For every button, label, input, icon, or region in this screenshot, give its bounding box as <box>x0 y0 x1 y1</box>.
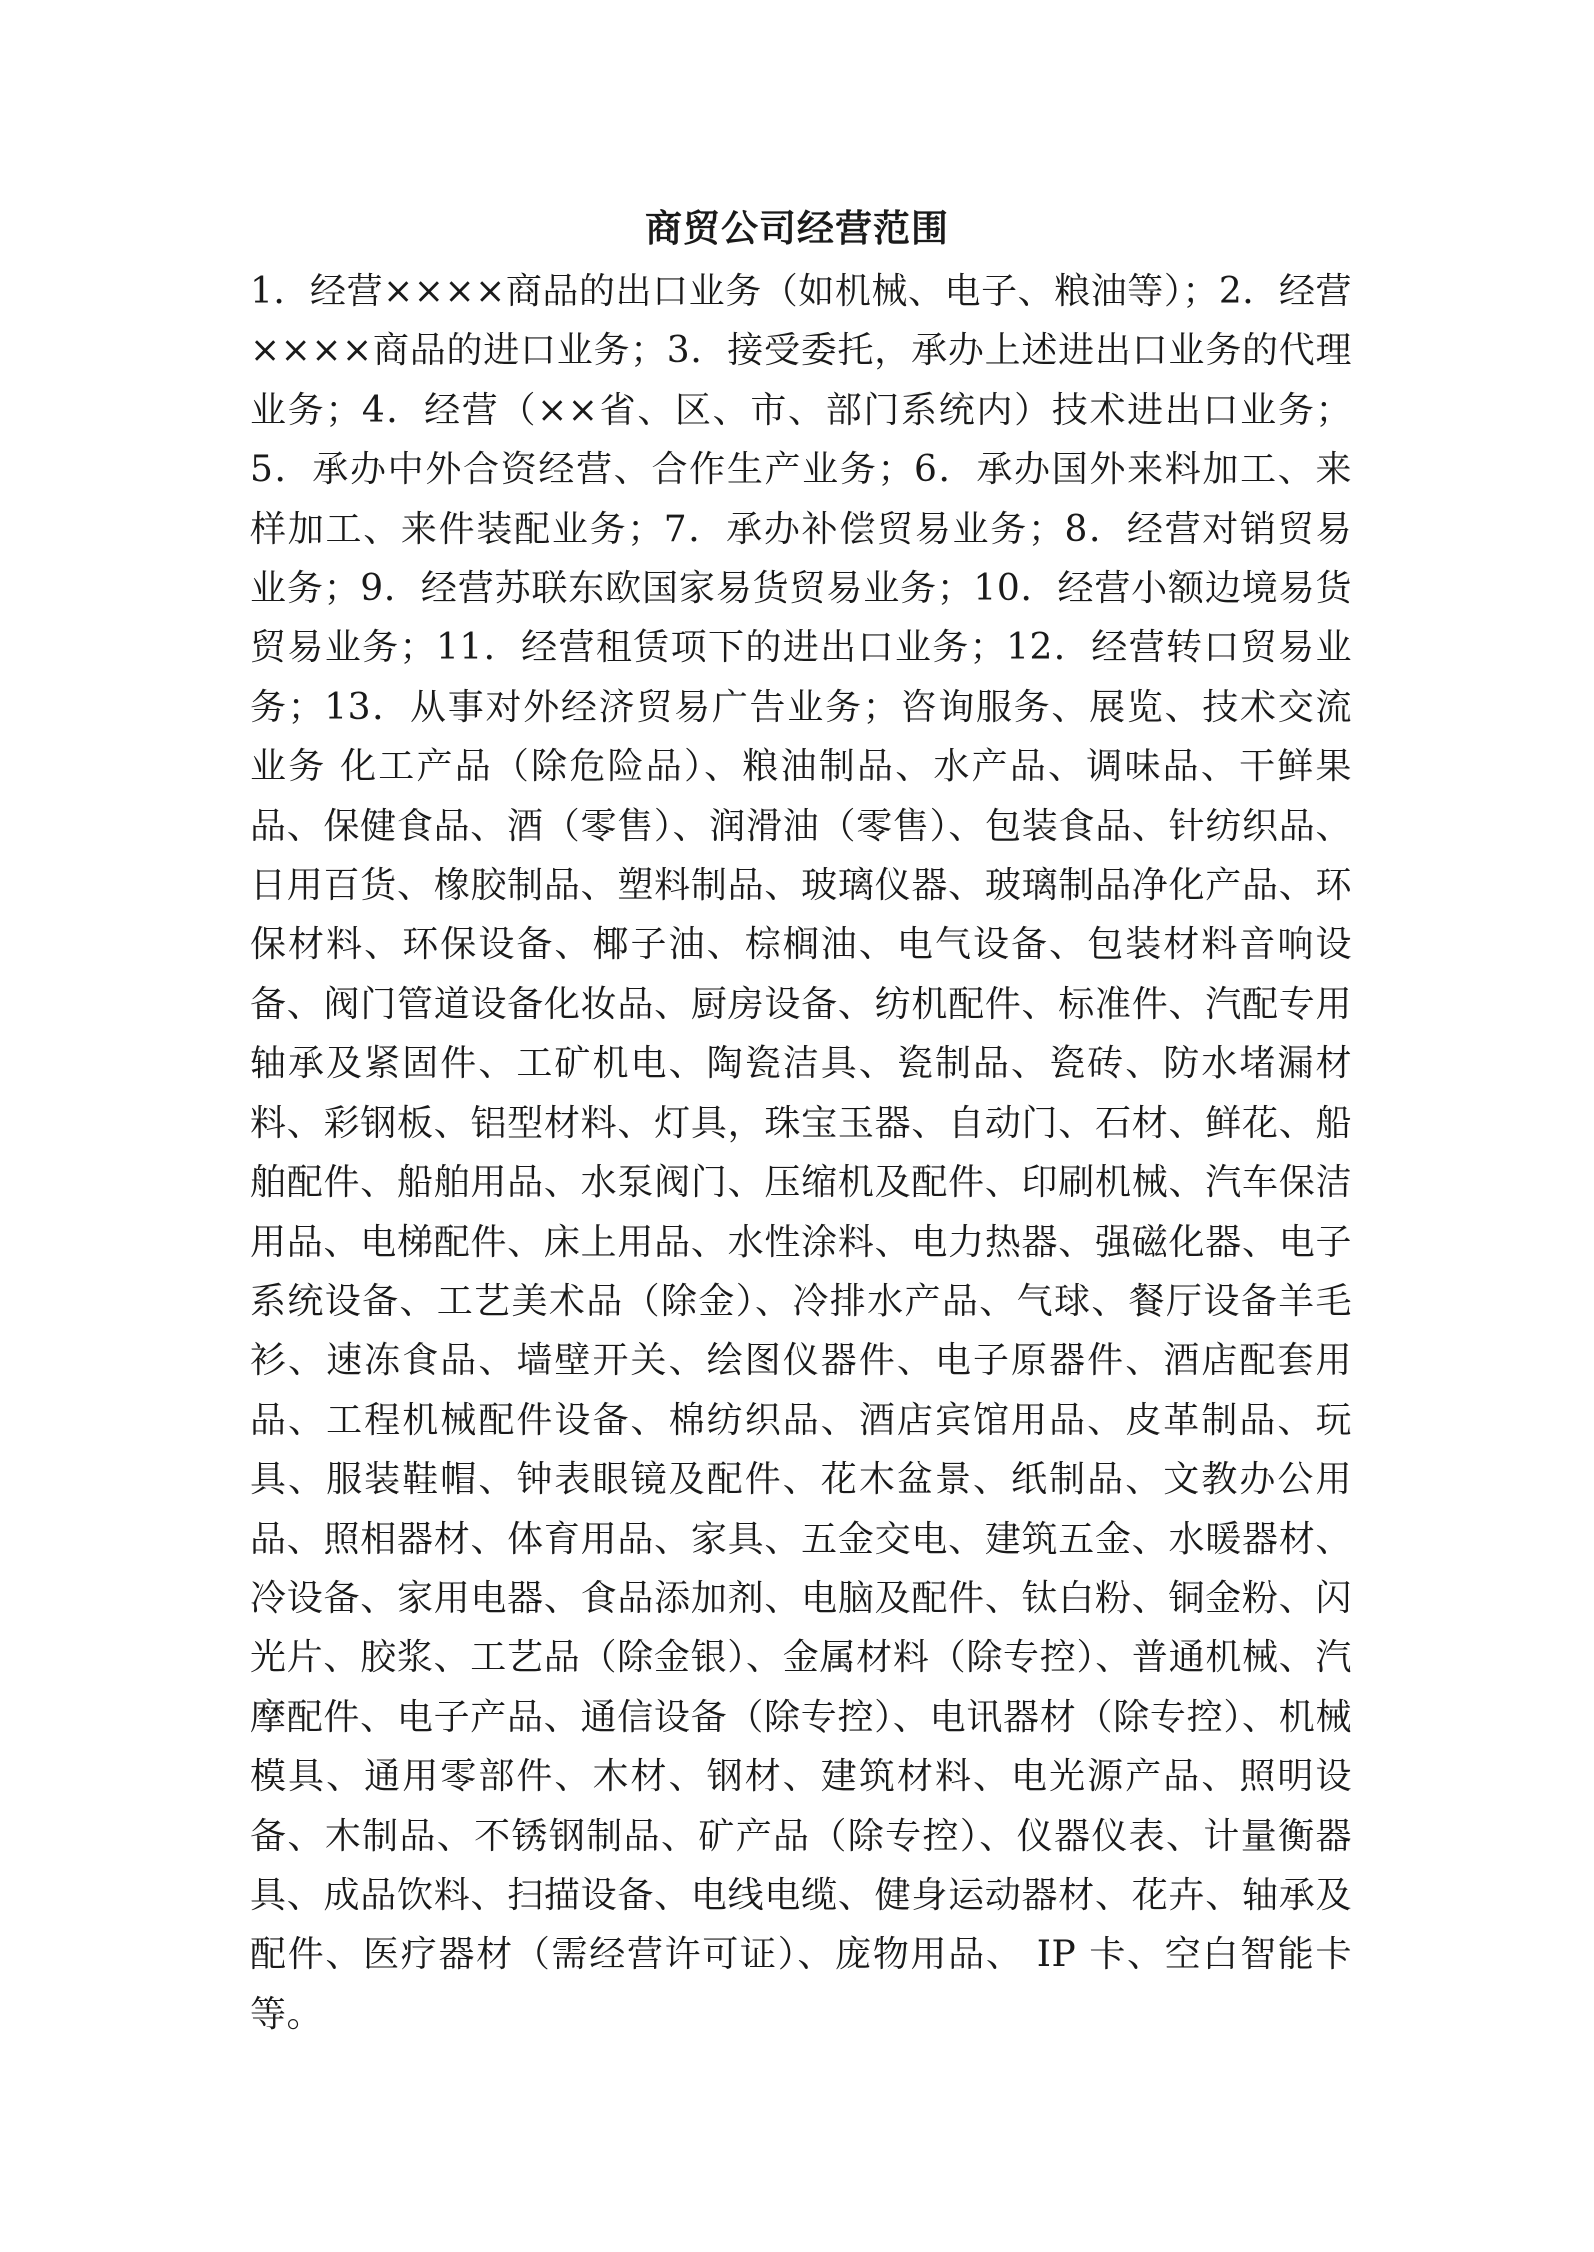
business-scope-paragraph: 1．经营××××商品的出口业务（如机械、电子、粮油等）；2．经营××××商品的进口业务；3．接受委托，承办上述进出口业务的代理业务；4．经营（××省、区、市、部门系统内）技术进出口业务；5．承办中外合资经营、合作生产业务；6．承办国外来料加工、来样加工、来件装配业务；7．承办补偿贸易业务；8．经营对销贸易业务；9．经营苏联东欧国家易货贸易业务；10．经营小额边境易货贸易业务；11．经营租赁项下的进出口业务；12．经营转口贸易业务；13．从事对外经济贸易广告业务；咨询服务、展览、技术交流业务 化工产品（除危险品）、粮油制品、水产品、调味品、干鲜果品、保健食品、酒（零售）、润滑油（零售）、包装食品、针纺织品、日用百货、橡胶制品、塑料制品、玻璃仪器、玻璃制品净化产品、环保材料、环保设备、椰子油、棕榈油、电气设备、包装材料音响设备、阀门管道设备化妆品、厨房设备、纺机配件、标准件、汽配专用轴承及紧固件、工矿机电、陶瓷洁具、瓷制品、瓷砖、防水堵漏材料、彩钢板、铝型材料、灯具，珠宝玉器、自动门、石材、鲜花、船舶配件、船舶用品、水泵阀门、压缩机及配件、印刷机械、汽车保洁用品、电梯配件、床上用品、水性涂料、电力热器、强磁化器、电子系统设备、工艺美术品（除金）、冷排水产品、气球、餐厅设备羊毛衫、速冻食品、墙壁开关、绘图仪器件、电子原器件、酒店配套用品、工程机械配件设备、棉纺织品、酒店宾馆用品、皮革制品、玩具、服装鞋帽、钟表眼镜及配件、花木盆景、纸制品、文教办公用品、照相器材、体育用品、家具、五金交电、建筑五金、水暖器材、冷设备、家用电器、食品添加剂、电脑及配件、钛白粉、铜金粉、闪光片、胶浆、工艺品（除金银）、金属材料（除专控）、普通机械、汽摩配件、电子产品、通信设备（除专控）、电讯器材（除专控）、机械模具、通用零部件、木材、钢材、建筑材料、电光源产品、照明设备、木制品、不锈钢制品、矿产品（除专控）、仪器仪表、计量衡器具、成品饮料、扫描设备、电线电缆、健身运动器材、花卉、轴承及配件、医疗器材（需经营许可证）、庞物用品、 IP 卡、空白智能卡等。 <box>250 271 1352 2035</box>
document-title: 商贸公司经营范围 <box>645 206 949 250</box>
